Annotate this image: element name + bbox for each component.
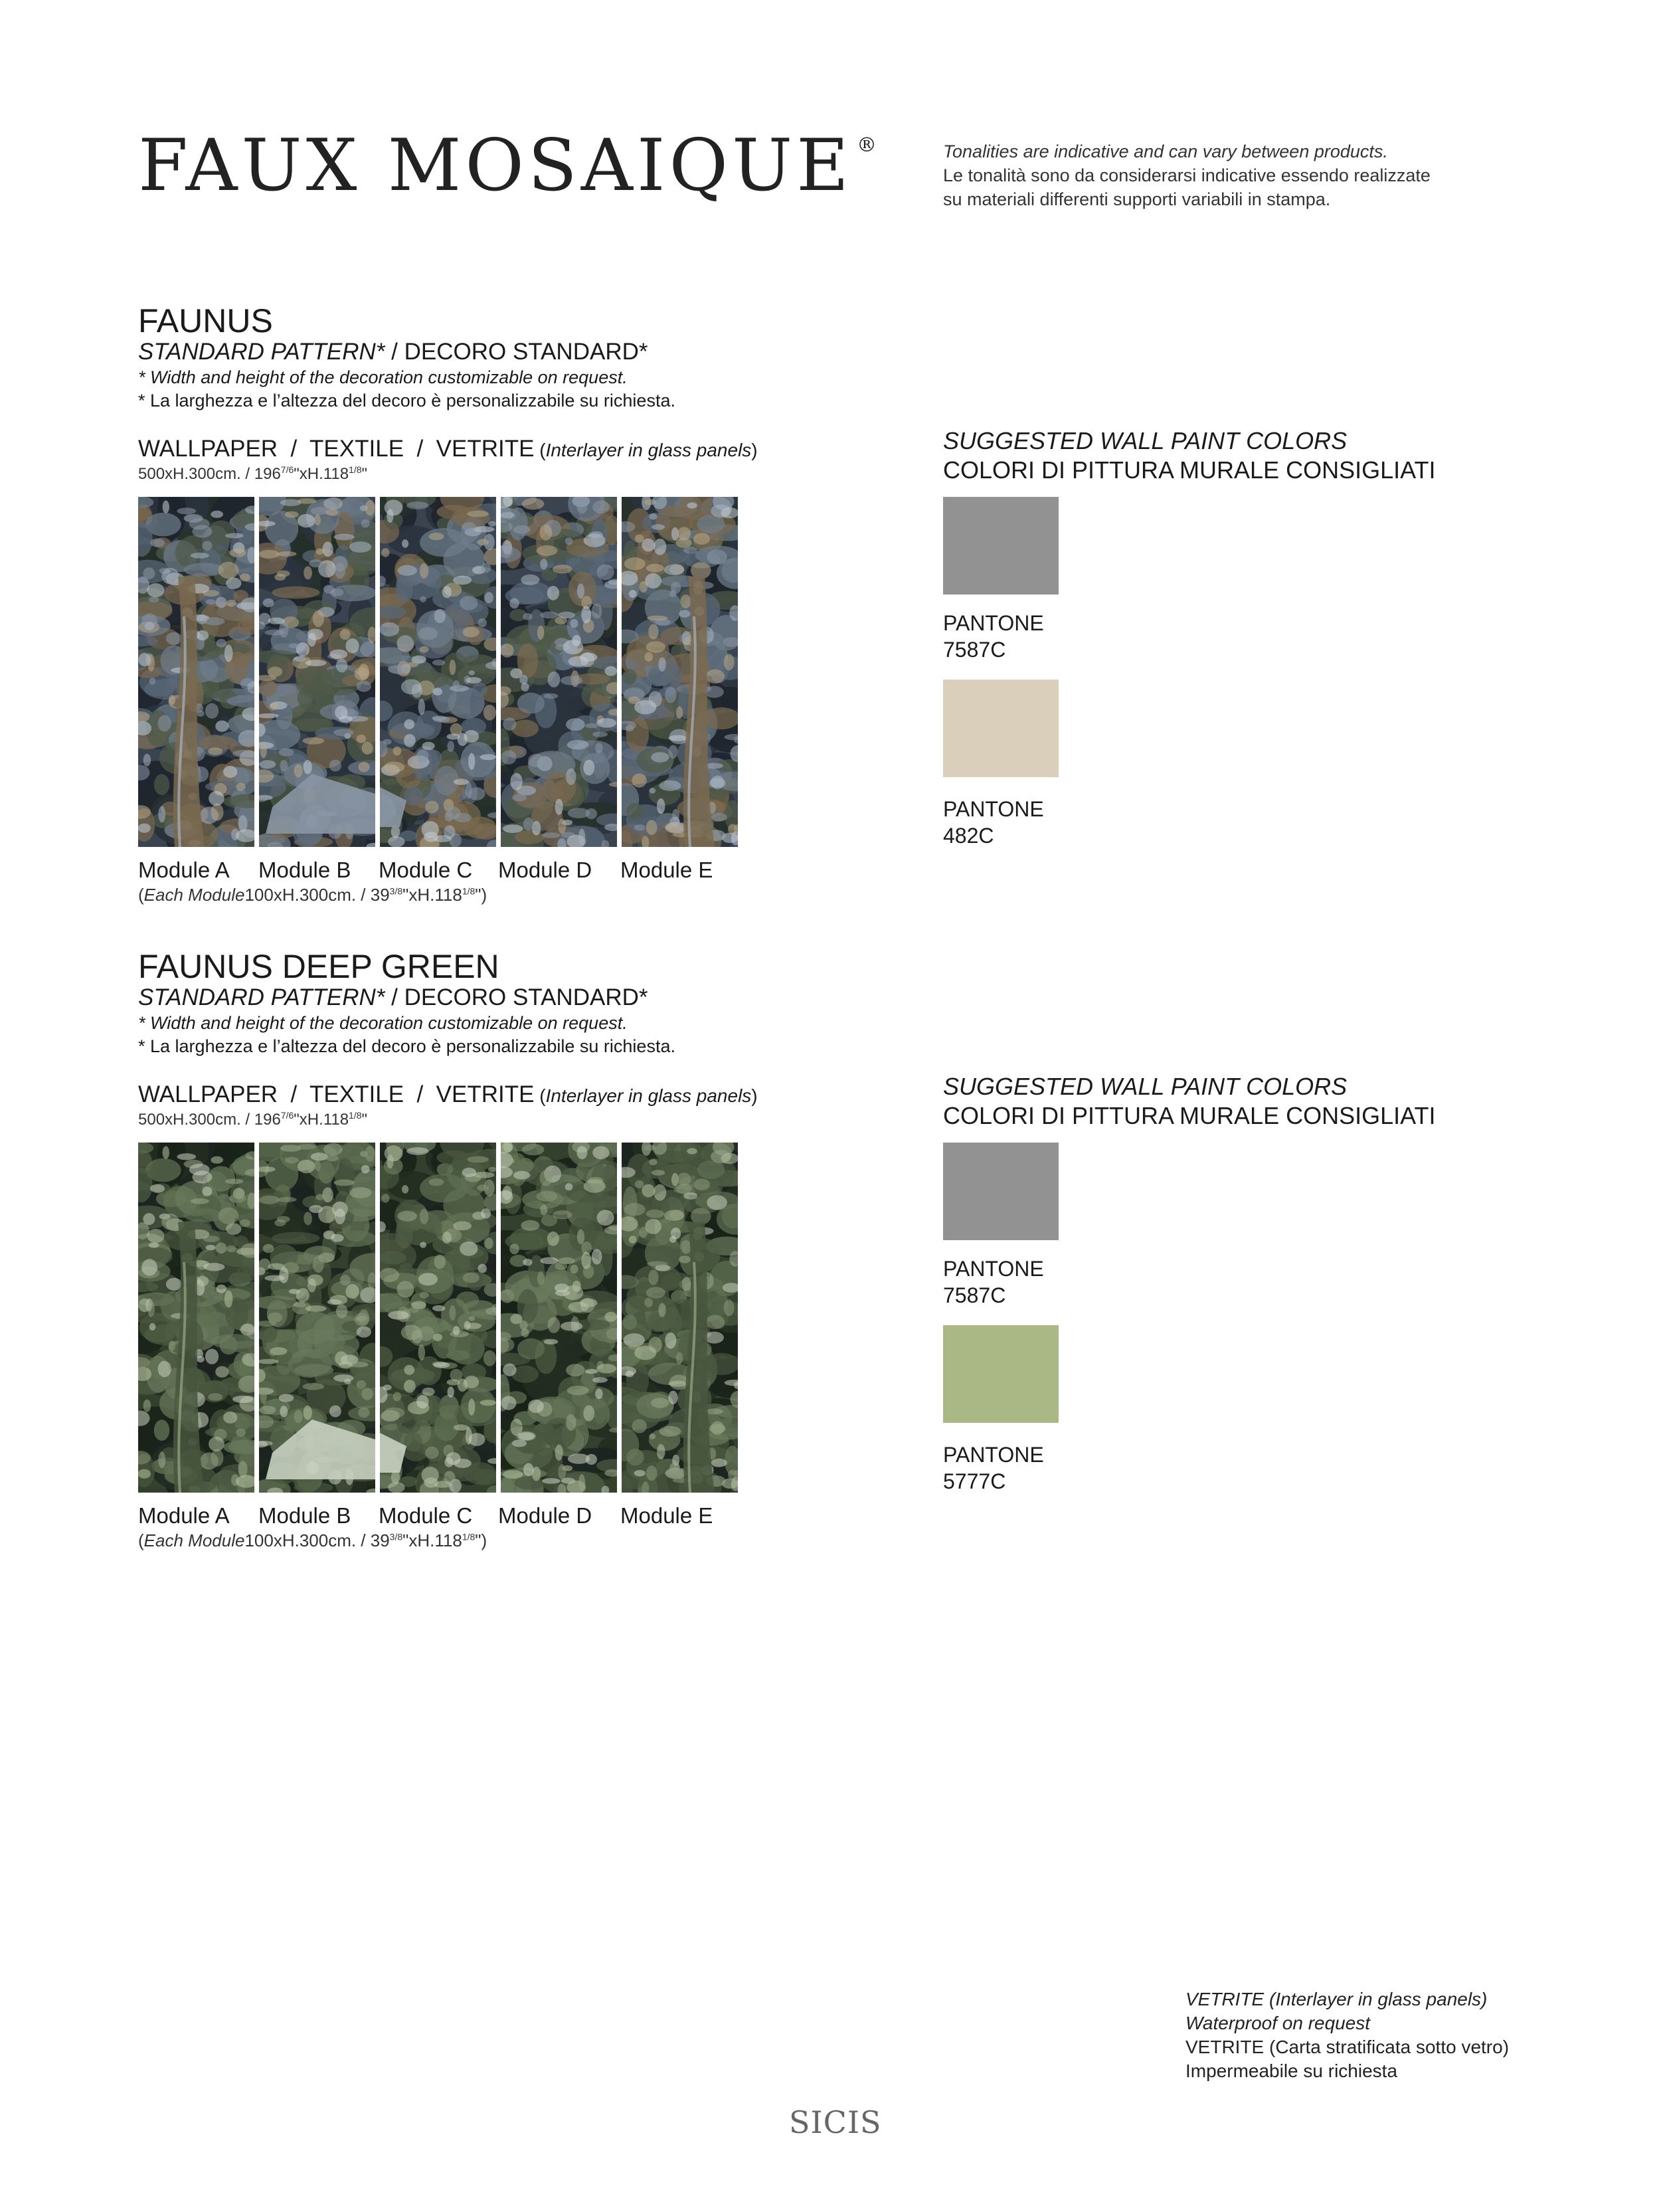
mdims-frac-2: 1/8 — [462, 885, 476, 897]
paint-heading — [943, 1072, 1435, 1131]
module-label-a: Module A — [138, 858, 230, 882]
pantone-2-label: PANTONE — [943, 1443, 1044, 1467]
module-dimensions — [138, 886, 487, 903]
materials-paren-open: ( — [534, 1085, 546, 1106]
module-label-b: Module B — [258, 858, 351, 882]
module-labels — [0, 859, 797, 885]
module-c-image — [380, 497, 496, 847]
pattern-it: DECORO STANDARD* — [404, 984, 648, 1010]
custom-note-en: * Width and height of the decoration customizable on request. — [138, 1013, 628, 1033]
tonality-note-it-1: Le tonalità sono da considerarsi indicative essendo realizzate — [943, 165, 1431, 185]
footer-line-4: Impermeabile su richiesta — [1185, 2061, 1398, 2081]
module-b-image — [259, 1143, 375, 1493]
module-panels — [138, 1143, 738, 1493]
vetrite-footer-note — [1185, 1987, 1509, 2083]
mdims-it: Each Module — [143, 885, 245, 905]
mdims-end: ") — [475, 1530, 487, 1550]
dims-frac-2: 1/8 — [349, 464, 362, 475]
paint-heading-en: SUGGESTED WALL PAINT COLORS — [943, 1073, 1348, 1100]
module-d-image — [501, 1143, 617, 1493]
paint-heading-it: COLORI DI PITTURA MURALE CONSIGLIATI — [943, 456, 1436, 484]
mdims-end: ") — [475, 885, 487, 905]
pantone-1 — [943, 610, 1044, 663]
dims-main: 500xH.300cm. / 196 — [138, 465, 281, 483]
module-label-b: Module B — [258, 1503, 351, 1528]
module-e-image — [622, 1143, 738, 1493]
module-label-d: Module D — [498, 858, 592, 882]
paint-swatch-2 — [943, 1325, 1059, 1423]
footer-line-1: VETRITE (Interlayer in glass panels) — [1185, 1989, 1488, 2009]
module-label-d: Module D — [498, 1503, 592, 1528]
mdims-main: 100xH.300cm. / 39 — [244, 1530, 390, 1550]
mdims-mid: "xH.118 — [402, 885, 462, 905]
dims-end: " — [361, 1111, 368, 1129]
tonality-note — [943, 139, 1431, 211]
mdims-frac-1: 3/8 — [389, 885, 403, 897]
paint-heading-it: COLORI DI PITTURA MURALE CONSIGLIATI — [943, 1102, 1436, 1129]
dims-main: 500xH.300cm. / 196 — [138, 1111, 281, 1129]
pantone-1-code: 7587C — [943, 638, 1006, 662]
pantone-2-label: PANTONE — [943, 797, 1044, 821]
tonality-note-it-2: su materiali differenti supporti variabili in stampa. — [943, 189, 1331, 209]
module-b-image — [259, 497, 375, 847]
paint-swatch-1 — [943, 1143, 1059, 1240]
pantone-2 — [943, 796, 1044, 849]
dims-frac-2: 1/8 — [349, 1110, 362, 1121]
materials-paren-close: ) — [751, 440, 758, 460]
materials-line — [138, 1083, 758, 1106]
dims-frac-1: 7/6 — [280, 464, 294, 475]
module-label-e: Module E — [620, 858, 713, 882]
custom-note-it: * La larghezza e l’altezza del decoro è personalizzabile su richiesta. — [138, 1036, 675, 1056]
pattern-en: STANDARD PATTERN* — [138, 984, 385, 1010]
materials-paren-open: ( — [534, 440, 546, 460]
tonality-note-en: Tonalities are indicative and can vary between products. — [943, 141, 1388, 161]
module-label-c: Module C — [379, 1503, 473, 1528]
mdims-it: Each Module — [143, 1530, 245, 1550]
module-e-image — [622, 497, 738, 847]
pantone-2-code: 5777C — [943, 1469, 1006, 1493]
mdims-frac-1: 3/8 — [389, 1531, 403, 1542]
pattern-en: STANDARD PATTERN* — [138, 339, 385, 365]
dims-mid: "xH.118 — [294, 1111, 349, 1129]
materials-note: Interlayer in glass panels — [545, 1085, 752, 1106]
mdims-open: ( — [138, 1530, 144, 1550]
materials: WALLPAPER / TEXTILE / VETRITE — [138, 436, 535, 462]
pantone-2-code: 482C — [943, 824, 994, 848]
module-c-image — [380, 1143, 496, 1493]
mdims-open: ( — [138, 885, 144, 905]
mdims-main: 100xH.300cm. / 39 — [244, 885, 390, 905]
paint-heading — [943, 426, 1435, 485]
paint-swatch-1 — [943, 497, 1059, 595]
module-a-image — [138, 1143, 254, 1493]
section-title: FAUNUS — [138, 302, 273, 339]
module-panels — [138, 497, 738, 847]
custom-note-en: * Width and height of the decoration customizable on request. — [138, 367, 628, 387]
pattern-line — [138, 340, 648, 363]
footer-line-2: Waterproof on request — [1185, 2013, 1371, 2033]
sicis-logo: SICIS — [789, 2104, 882, 2140]
module-labels — [0, 1505, 797, 1531]
section-title: FAUNUS DEEP GREEN — [138, 948, 499, 985]
pattern-line — [138, 986, 648, 1009]
module-label-c: Module C — [379, 858, 473, 882]
mdims-frac-2: 1/8 — [462, 1531, 476, 1542]
brand-title — [138, 124, 881, 207]
custom-note-it: * La larghezza e l’altezza del decoro è personalizzabile su richiesta. — [138, 391, 675, 411]
panel-dimensions — [138, 465, 367, 482]
pattern-sep: / — [385, 984, 404, 1010]
module-dimensions — [138, 1532, 487, 1549]
pantone-1-label: PANTONE — [943, 611, 1044, 635]
module-label-a: Module A — [138, 1503, 230, 1528]
pantone-1-code: 7587C — [943, 1283, 1006, 1307]
materials: WALLPAPER / TEXTILE / VETRITE — [138, 1081, 535, 1107]
panel-dimensions — [138, 1111, 367, 1128]
footer-line-3: VETRITE (Carta stratificata sotto vetro) — [1185, 2037, 1510, 2057]
pattern-it: DECORO STANDARD* — [404, 339, 648, 365]
pattern-sep: / — [385, 339, 404, 365]
pantone-1-label: PANTONE — [943, 1257, 1044, 1281]
module-a-image — [138, 497, 254, 847]
paint-heading-en: SUGGESTED WALL PAINT COLORS — [943, 427, 1348, 454]
pantone-1 — [943, 1255, 1044, 1309]
brand-name: FAUX MOSAIQUE — [138, 124, 853, 207]
module-d-image — [501, 497, 617, 847]
dims-frac-1: 7/6 — [280, 1110, 294, 1121]
materials-paren-close: ) — [751, 1085, 758, 1106]
mdims-mid: "xH.118 — [402, 1530, 462, 1550]
dims-end: " — [361, 465, 368, 483]
materials-note: Interlayer in glass panels — [545, 440, 752, 460]
dims-mid: "xH.118 — [294, 465, 349, 483]
registered-mark: ® — [856, 134, 881, 157]
module-label-e: Module E — [620, 1503, 713, 1528]
paint-swatch-2 — [943, 680, 1059, 777]
materials-line — [138, 437, 758, 460]
pantone-2 — [943, 1441, 1044, 1495]
